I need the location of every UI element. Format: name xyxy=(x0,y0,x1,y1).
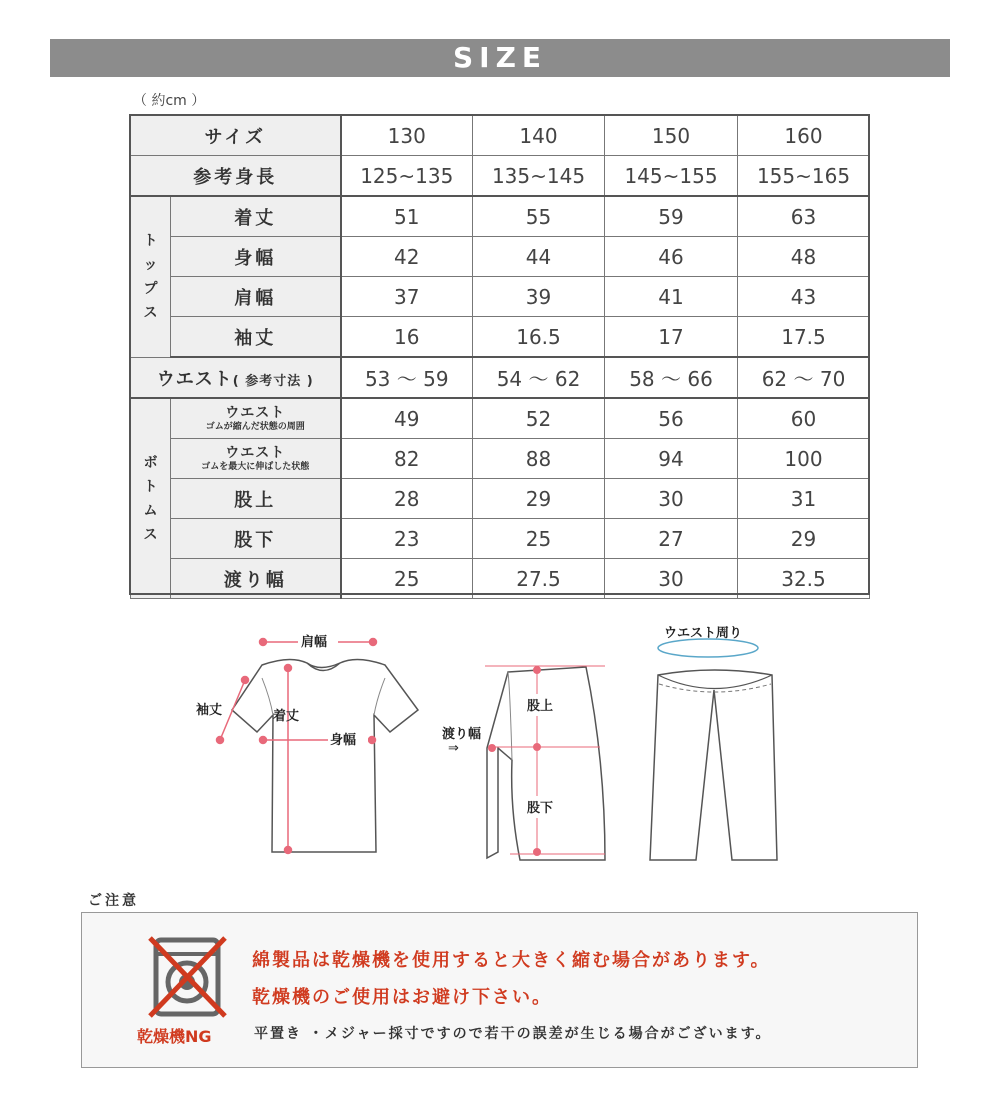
no-dryer-icon xyxy=(140,936,235,1021)
value-cell: 51 xyxy=(341,196,473,237)
dryer-ng-label: 乾燥機NG xyxy=(137,1027,212,1046)
table-row xyxy=(131,357,870,398)
value-cell: 29 xyxy=(473,479,605,519)
value-cell: 56 xyxy=(605,398,738,439)
row-label-main: ウエスト xyxy=(225,404,286,421)
unit-label: （ 約cm ） xyxy=(133,93,206,109)
notes-title: ご注意 xyxy=(88,893,139,909)
group-char: ス xyxy=(143,304,158,321)
row-label: 股上 xyxy=(171,479,341,519)
value-cell: 30 xyxy=(605,559,738,599)
height-cell: 125~135 xyxy=(341,156,473,197)
waist-arrow-icon xyxy=(658,639,758,657)
rise-label: 股上 xyxy=(527,699,554,714)
bottoms-group-label xyxy=(131,398,171,599)
waist-label xyxy=(131,357,341,398)
measurement-note: 平置き ・メジャー採寸ですので若干の誤差が生じる場合がございます。 xyxy=(254,1026,772,1042)
table-row xyxy=(131,116,870,156)
table-row xyxy=(131,196,870,237)
height-cell: 155~165 xyxy=(738,156,870,197)
sleeve-label: 袖丈 xyxy=(196,703,223,718)
waist-cell: 53 ～ 59 xyxy=(341,357,473,398)
group-char: ボ xyxy=(143,454,158,471)
table-row xyxy=(131,439,870,479)
value-cell: 60 xyxy=(738,398,870,439)
group-char: ト xyxy=(143,232,158,249)
value-cell: 37 xyxy=(341,277,473,317)
row-label-sub: ゴムを最大に伸ばした状態 xyxy=(201,461,310,472)
value-cell: 29 xyxy=(738,519,870,559)
table-row xyxy=(131,559,870,599)
height-label: 参考身長 xyxy=(131,156,341,197)
pants-front-illustration xyxy=(650,670,777,860)
table-row xyxy=(131,156,870,197)
value-cell: 16.5 xyxy=(473,317,605,358)
value-cell: 59 xyxy=(605,196,738,237)
group-char: プ xyxy=(143,280,158,297)
value-cell: 27.5 xyxy=(473,559,605,599)
value-cell: 100 xyxy=(738,439,870,479)
size-banner: SIZE xyxy=(50,39,950,77)
size-header-label: サイズ xyxy=(131,116,341,156)
value-cell: 39 xyxy=(473,277,605,317)
arrow-right-icon: ⇒ xyxy=(448,741,459,756)
value-cell: 25 xyxy=(473,519,605,559)
height-cell: 145~155 xyxy=(605,156,738,197)
table-row xyxy=(131,519,870,559)
row-label: 着丈 xyxy=(171,196,341,237)
row-label xyxy=(171,398,341,439)
table-row xyxy=(131,398,870,439)
tops-group-label xyxy=(131,196,171,357)
value-cell: 49 xyxy=(341,398,473,439)
body-width-label: 身幅 xyxy=(330,733,357,748)
row-label-sub: ゴムが縮んだ状態の周囲 xyxy=(205,421,305,432)
table-row xyxy=(131,237,870,277)
value-cell: 25 xyxy=(341,559,473,599)
waist-sub-text: ( 参考寸法 ) xyxy=(232,373,314,389)
value-cell: 28 xyxy=(341,479,473,519)
group-char: ッ xyxy=(143,256,158,273)
size-cell: 150 xyxy=(605,116,738,156)
table-row xyxy=(131,479,870,519)
row-label: 渡り幅 xyxy=(171,559,341,599)
value-cell: 30 xyxy=(605,479,738,519)
value-cell: 31 xyxy=(738,479,870,519)
measurement-diagram xyxy=(180,620,800,870)
value-cell: 52 xyxy=(473,398,605,439)
inseam-label: 股下 xyxy=(527,801,554,816)
waist-label-text: ウエスト xyxy=(156,368,233,390)
tshirt-illustration xyxy=(232,659,418,852)
value-cell: 46 xyxy=(605,237,738,277)
row-label xyxy=(171,439,341,479)
value-cell: 48 xyxy=(738,237,870,277)
value-cell: 88 xyxy=(473,439,605,479)
row-label: 股下 xyxy=(171,519,341,559)
group-char: ス xyxy=(143,526,158,543)
size-cell: 160 xyxy=(738,116,870,156)
value-cell: 82 xyxy=(341,439,473,479)
value-cell: 23 xyxy=(341,519,473,559)
row-label: 袖丈 xyxy=(171,317,341,358)
value-cell: 42 xyxy=(341,237,473,277)
length-label: 着丈 xyxy=(273,709,300,724)
row-label-main: ウエスト xyxy=(225,444,286,461)
value-cell: 17 xyxy=(605,317,738,358)
waist-cell: 62 ～ 70 xyxy=(738,357,870,398)
row-label: 身幅 xyxy=(171,237,341,277)
value-cell: 16 xyxy=(341,317,473,358)
value-cell: 44 xyxy=(473,237,605,277)
group-char: ム xyxy=(143,502,158,519)
value-cell: 27 xyxy=(605,519,738,559)
value-cell: 32.5 xyxy=(738,559,870,599)
size-cell: 130 xyxy=(341,116,473,156)
value-cell: 63 xyxy=(738,196,870,237)
row-label: 肩幅 xyxy=(171,277,341,317)
table-row xyxy=(131,317,870,358)
shoulder-label: 肩幅 xyxy=(301,635,328,650)
warning-line-2: 乾燥機のご使用はお避け下さい。 xyxy=(252,987,552,1008)
warning-line-1: 綿製品は乾燥機を使用すると大きく縮む場合があります。 xyxy=(252,950,771,971)
waist-cell: 58 ～ 66 xyxy=(605,357,738,398)
value-cell: 17.5 xyxy=(738,317,870,358)
height-cell: 135~145 xyxy=(473,156,605,197)
size-table xyxy=(130,115,870,599)
table-row xyxy=(131,277,870,317)
waist-cell: 54 ～ 62 xyxy=(473,357,605,398)
group-char: ト xyxy=(143,478,158,495)
size-cell: 140 xyxy=(473,116,605,156)
thigh-label: 渡り幅 xyxy=(442,727,482,742)
value-cell: 55 xyxy=(473,196,605,237)
value-cell: 43 xyxy=(738,277,870,317)
value-cell: 94 xyxy=(605,439,738,479)
value-cell: 41 xyxy=(605,277,738,317)
waist-around-label: ウエスト周り xyxy=(664,626,743,641)
